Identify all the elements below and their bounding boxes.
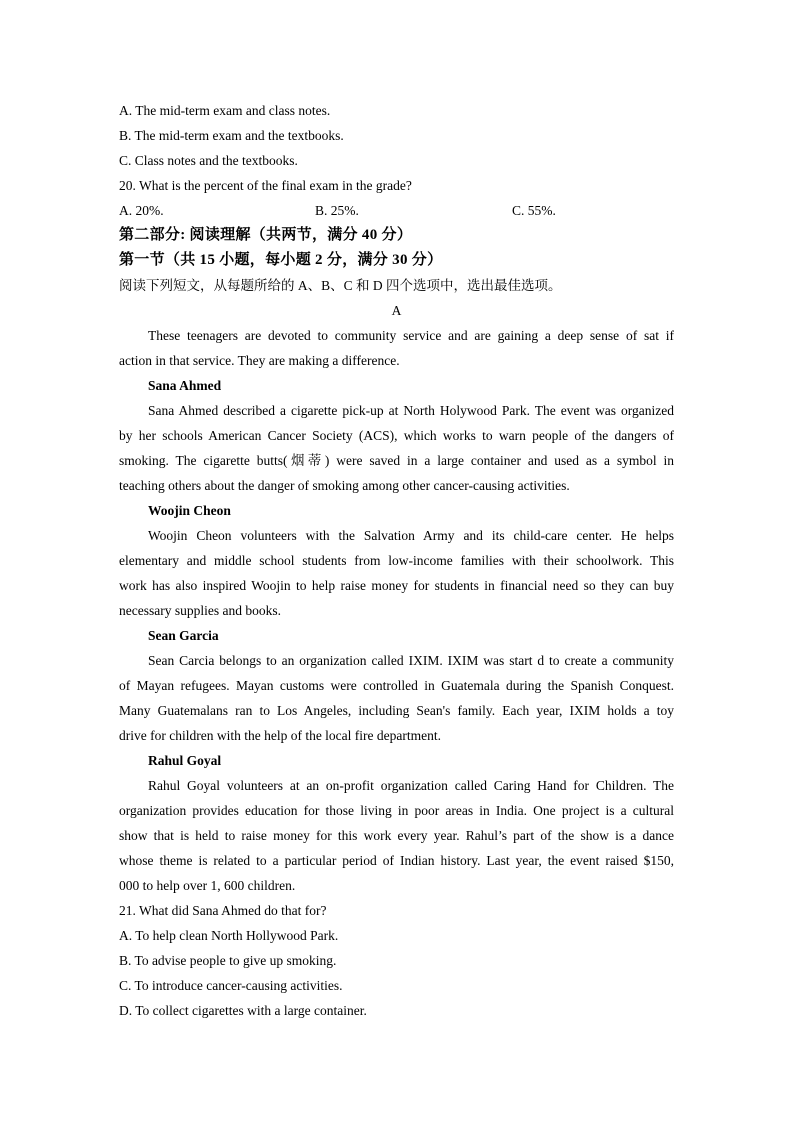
instructions: 阅读下列短文，从每题所给的 A、B、C 和 D 四个选项中，选出最佳选项。 — [119, 278, 562, 293]
profile-line: Sana Ahmed described a cigarette pick-up at North Holywood Park. The event was organized — [148, 403, 674, 418]
option-c: C. To introduce cancer-causing activities. — [119, 978, 343, 993]
option-b: B. 25%. — [315, 203, 359, 218]
profile-line: drive for children with the help of the local fire department. — [119, 728, 442, 743]
option-a: A. To help clean North Hollywood Park. — [119, 928, 339, 943]
profile-line: Sean Carcia belongs to an organization called IXIM. IXIM was start d to create a community — [148, 653, 674, 668]
page-content — [119, 98, 674, 1023]
profile-line: teaching others about the danger of smoking among other cancer-causing activities. — [119, 478, 570, 493]
q20-options — [119, 198, 674, 223]
question-21 — [119, 898, 674, 1023]
profile-line: whose theme is related to a particular period of Indian history. Last year, the event raised $150, — [119, 853, 674, 868]
passage-intro — [119, 323, 674, 373]
profile-name: Sana Ahmed — [148, 378, 222, 393]
profile-line: Rahul Goyal volunteers at an on-profit organization called Caring Hand for Children. The — [148, 778, 674, 793]
profile-name: Woojin Cheon — [148, 503, 231, 518]
question-text: 20. What is the percent of the final exam in the grade? — [119, 178, 412, 193]
part2-heading: 第二部分: 阅读理解（共两节，满分 40 分） — [119, 227, 413, 243]
profile-name: Rahul Goyal — [148, 753, 222, 768]
profile-line: Many Guatemalans ran to Los Angeles, including Sean's family. Each year, IXIM holds a toy — [119, 703, 674, 718]
profile-line: elementary and middle school students from low-income families with their schoolwork. This — [119, 553, 674, 568]
option-c: C. Class notes and the textbooks. — [119, 153, 298, 168]
profile-line: by her schools American Cancer Society (ACS), which works to warn people of the dangers of — [119, 428, 674, 443]
profile-line: 000 to help over 1, 600 children. — [119, 878, 296, 893]
intro-line: action in that service. They are making a difference. — [119, 353, 400, 368]
option-c: C. 55%. — [512, 203, 556, 218]
profile-line: smoking. The cigarette butts(烟蒂) were saved in a large container and used as a symbol in — [119, 453, 674, 468]
q19-options — [119, 98, 674, 173]
profile-line: show that is held to raise money for this work every year. Rahul’s part of the show is a dance — [119, 828, 674, 843]
section1-heading: 第一节（共 15 小题，每小题 2 分，满分 30 分） — [119, 252, 443, 268]
profile-line: of Mayan refugees. Mayan customs were controlled in Guatemala during the Spanish Conquest. — [119, 678, 674, 693]
profile-name: Sean Garcia — [148, 628, 219, 643]
option-d: D. To collect cigarettes with a large container. — [119, 1003, 367, 1018]
option-a: A. The mid-term exam and class notes. — [119, 103, 331, 118]
intro-line: These teenagers are devoted to community service and are gaining a deep sense of sat if — [148, 328, 674, 343]
option-b: B. The mid-term exam and the textbooks. — [119, 128, 344, 143]
profile-sana-ahmed — [119, 373, 674, 498]
profile-line: necessary supplies and books. — [119, 603, 281, 618]
profile-sean-garcia — [119, 623, 674, 748]
question-20 — [119, 173, 674, 223]
option-a: A. 20%. — [119, 203, 164, 218]
profile-line: Woojin Cheon volunteers with the Salvation Army and its child-care center. He helps — [148, 528, 674, 543]
question-text: 21. What did Sana Ahmed do that for? — [119, 903, 327, 918]
profile-rahul-goyal — [119, 748, 674, 898]
profile-line: work has also inspired Woojin to help raise money for students in financial need so they can buy — [119, 578, 674, 593]
passage-label: A — [391, 303, 402, 318]
option-b: B. To advise people to give up smoking. — [119, 953, 337, 968]
profile-woojin-cheon — [119, 498, 674, 623]
profile-line: organization provides education for those living in poor areas in India. One project is a cultural — [119, 803, 674, 818]
